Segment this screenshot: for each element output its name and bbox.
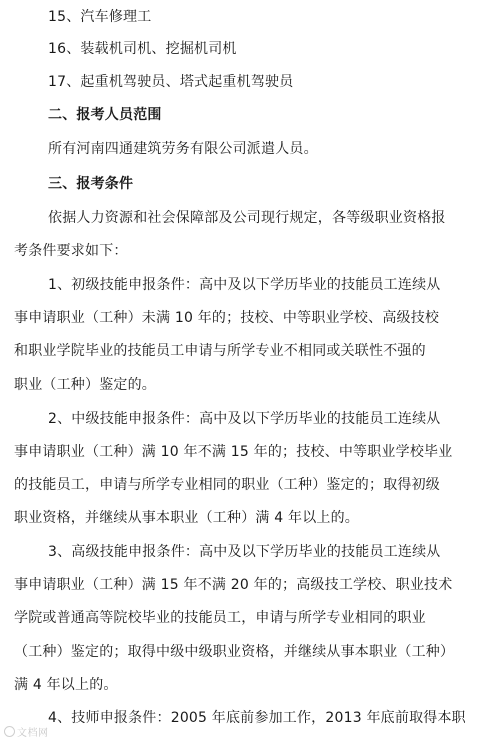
condition-2-line-2: 事申请职业（工种）满 10 年不满 15 年的；技校、中等职业学校毕业 <box>14 444 453 460</box>
condition-2-line-3: 的技能员工，申请与所学专业相同的职业（工种）鉴定的；取得初级 <box>14 477 440 493</box>
list-item-17: 17、起重机驾驶员、塔式起重机驾驶员 <box>48 74 294 90</box>
list-item-16: 16、装载机司机、挖掘机司机 <box>48 41 237 57</box>
section-heading-conditions: 三、报考条件 <box>48 176 134 192</box>
section-heading-scope: 二、报考人员范围 <box>48 107 162 123</box>
watermark-text: 文档网 <box>17 728 49 739</box>
condition-3-line-3: 学院或普通高等院校毕业的技能员工，申请与所学专业相同的职业 <box>14 610 426 626</box>
watermark-icon <box>4 726 15 737</box>
watermark <box>4 724 49 739</box>
condition-3-line-4: （工种）鉴定的；取得中级中级职业资格，并继续从事本职业（工种） <box>14 644 455 660</box>
condition-1-line-2: 事申请职业（工种）未满 10 年的；技校、中等职业学校、高级技校 <box>14 310 440 326</box>
condition-3-line-2: 事申请职业（工种）满 15 年不满 20 年的；高级技工学校、职业技术 <box>14 577 453 593</box>
condition-1-line-3: 和职业学院毕业的技能员工申请与所学专业不相同或关联性不强的 <box>14 343 426 359</box>
condition-1-line-4: 职业（工种）鉴定的。 <box>14 377 156 393</box>
condition-1-line-1: 1、初级技能申报条件：高中及以下学历毕业的技能员工连续从 <box>48 277 441 293</box>
condition-3-line-1: 3、高级技能申报条件：高中及以下学历毕业的技能员工连续从 <box>48 544 441 560</box>
intro-line-2: 考条件要求如下： <box>14 243 128 259</box>
condition-2-line-4: 职业资格，并继续从事本职业（工种）满 4 年以上的。 <box>14 510 360 526</box>
scope-paragraph: 所有河南四通建筑劳务有限公司派遣人员。 <box>48 141 318 157</box>
list-item-15: 15、汽车修理工 <box>48 9 152 25</box>
condition-3-line-5: 满 4 年以上的。 <box>14 677 118 693</box>
intro-line-1: 依据人力资源和社会保障部及公司现行规定，各等级职业资格报 <box>48 210 446 226</box>
condition-2-line-1: 2、中级技能申报条件：高中及以下学历毕业的技能员工连续从 <box>48 411 441 427</box>
condition-4-line-1: 4、技师申报条件：2005 年底前参加工作，2013 年底前取得本职 <box>48 710 466 726</box>
